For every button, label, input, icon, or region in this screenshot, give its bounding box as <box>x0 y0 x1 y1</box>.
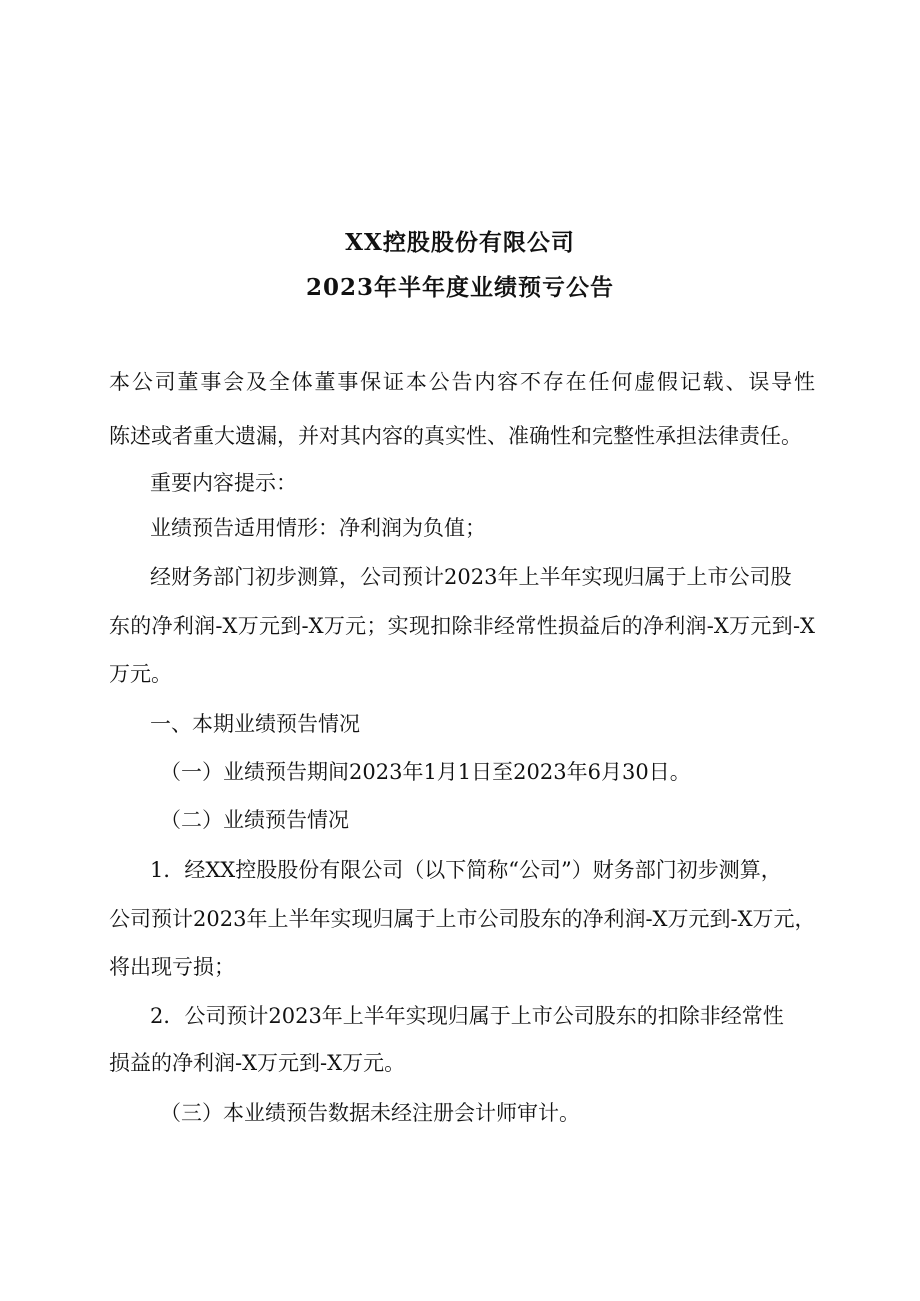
subsection-1: （一）业绩预告期间2023年1月1日至2023年6月30日。 <box>160 760 691 784</box>
section-1-heading: 一、本期业绩预告情况 <box>150 712 360 736</box>
item-1-line-2: 公司预计2023年上半年实现归属于上市公司股东的净利润-X万元到-X万元， <box>109 907 816 931</box>
item-2-line-1: 2．公司预计2023年上半年实现归属于上市公司股东的扣除非经常性 <box>150 1004 784 1028</box>
subsection-3: （三）本业绩预告数据未经注册会计师审计。 <box>160 1101 580 1125</box>
summary-line-3: 万元。 <box>109 662 172 686</box>
item-1-line-3: 将出现亏损； <box>109 955 235 979</box>
statement-line-2: 陈述或者重大遗漏，并对其内容的真实性、准确性和完整性承担法律责任。 <box>109 424 802 448</box>
summary-line-2: 东的净利润-X万元到-X万元；实现扣除非经常性损益后的净利润-X万元到-X <box>109 614 815 638</box>
announcement-title: 2023年半年度业绩预亏公告 <box>305 274 614 301</box>
applicable-situation: 业绩预告适用情形：净利润为负值； <box>150 516 486 540</box>
item-2-line-2: 损益的净利润-X万元到-X万元。 <box>109 1051 406 1075</box>
key-points-heading: 重要内容提示： <box>150 471 297 495</box>
summary-line-1: 经财务部门初步测算，公司预计2023年上半年实现归属于上市公司股 <box>150 565 792 589</box>
item-1-line-1: 1．经XX控股股份有限公司（以下简称“公司”）财务部门初步测算， <box>150 858 782 882</box>
statement-line-1: 本公司董事会及全体董事保证本公告内容不存在任何虚假记载、误导性 <box>109 370 815 394</box>
subsection-2: （二）业绩预告情况 <box>160 808 349 832</box>
company-title: XX控股股份有限公司 <box>345 229 575 256</box>
